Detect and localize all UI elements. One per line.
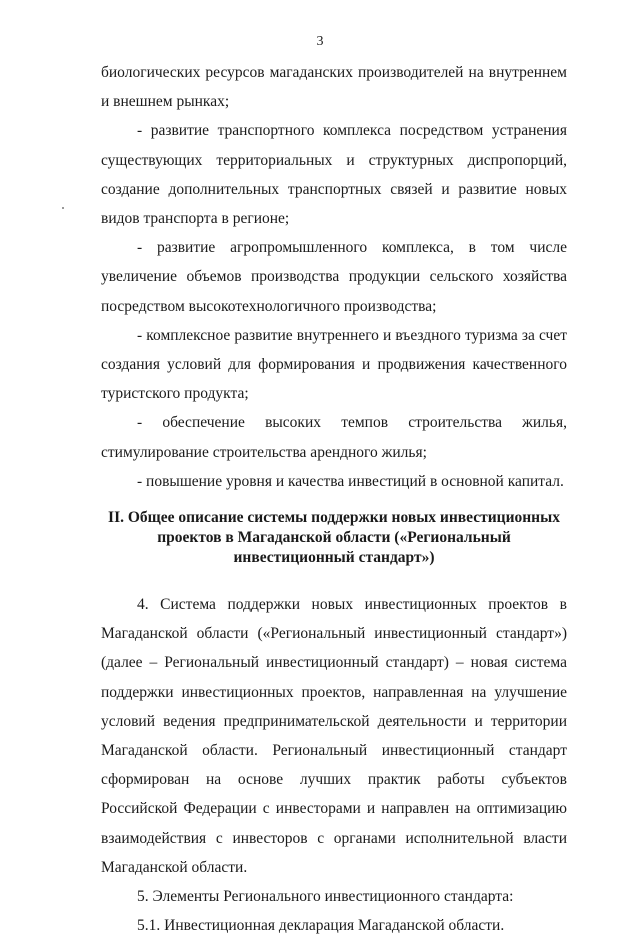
paragraph-investment: - повышение уровня и качества инвестиций в основной капитал. <box>137 472 564 490</box>
paragraph-item-4: 4. Система поддержки новых инвестиционных проектов в Магаданской области («Региональный инвестиционный стандарт») (далее – Региональный инвестиционный стандарт) – новая система поддержки инвестиционных проектов, направленная на улучшение условий ведения предпринимательской деятельности и территории Магаданской области. Региональный инвестиционный стандарт сформирован на основе лучших практик работы субъектов Российской Федерации с инвесторами и направлен на оптимизацию взаимодействия с инвесторов с органами исполнительной власти Магаданской области. <box>101 596 567 876</box>
paragraph-item-5-1: 5.1. Инвестиционная декларация Магаданской области. <box>137 917 505 935</box>
paragraph-item-5: 5. Элементы Регионального инвестиционного стандарта: <box>137 888 514 906</box>
paragraph-housing: - обеспечение высоких темпов строительства жилья, стимулирование строительства арендного жилья; <box>101 414 567 461</box>
spacer <box>101 568 567 590</box>
document-body <box>101 58 567 940</box>
paragraph-agro: - развитие агропромышленного комплекса, в том числе увеличение объемов производства продукции сельского хозяйства посредством высокотехнологичного производства; <box>101 239 567 315</box>
paragraph-transport: - развитие транспортного комплекса посредством устранения существующих территориальных и структурных диспропорций, создание дополнительных транспортных связей и развитие новых видов транспорта в регионе; <box>101 122 567 228</box>
paragraph-tourism: - комплексное развитие внутреннего и въездного туризма за счет создания условий для формирования и продвижения качественного туристского продукта; <box>101 326 567 403</box>
paragraph-continuation: биологических ресурсов магаданских производителей на внутреннем и внешнем рынках; <box>101 64 567 111</box>
page-number: 3 <box>316 34 324 49</box>
section-heading: II. Общее описание системы поддержки новых инвестиционных проектов в Магаданской области («Региональный инвестиционный стандарт») <box>108 509 560 567</box>
scan-speck <box>62 207 64 209</box>
